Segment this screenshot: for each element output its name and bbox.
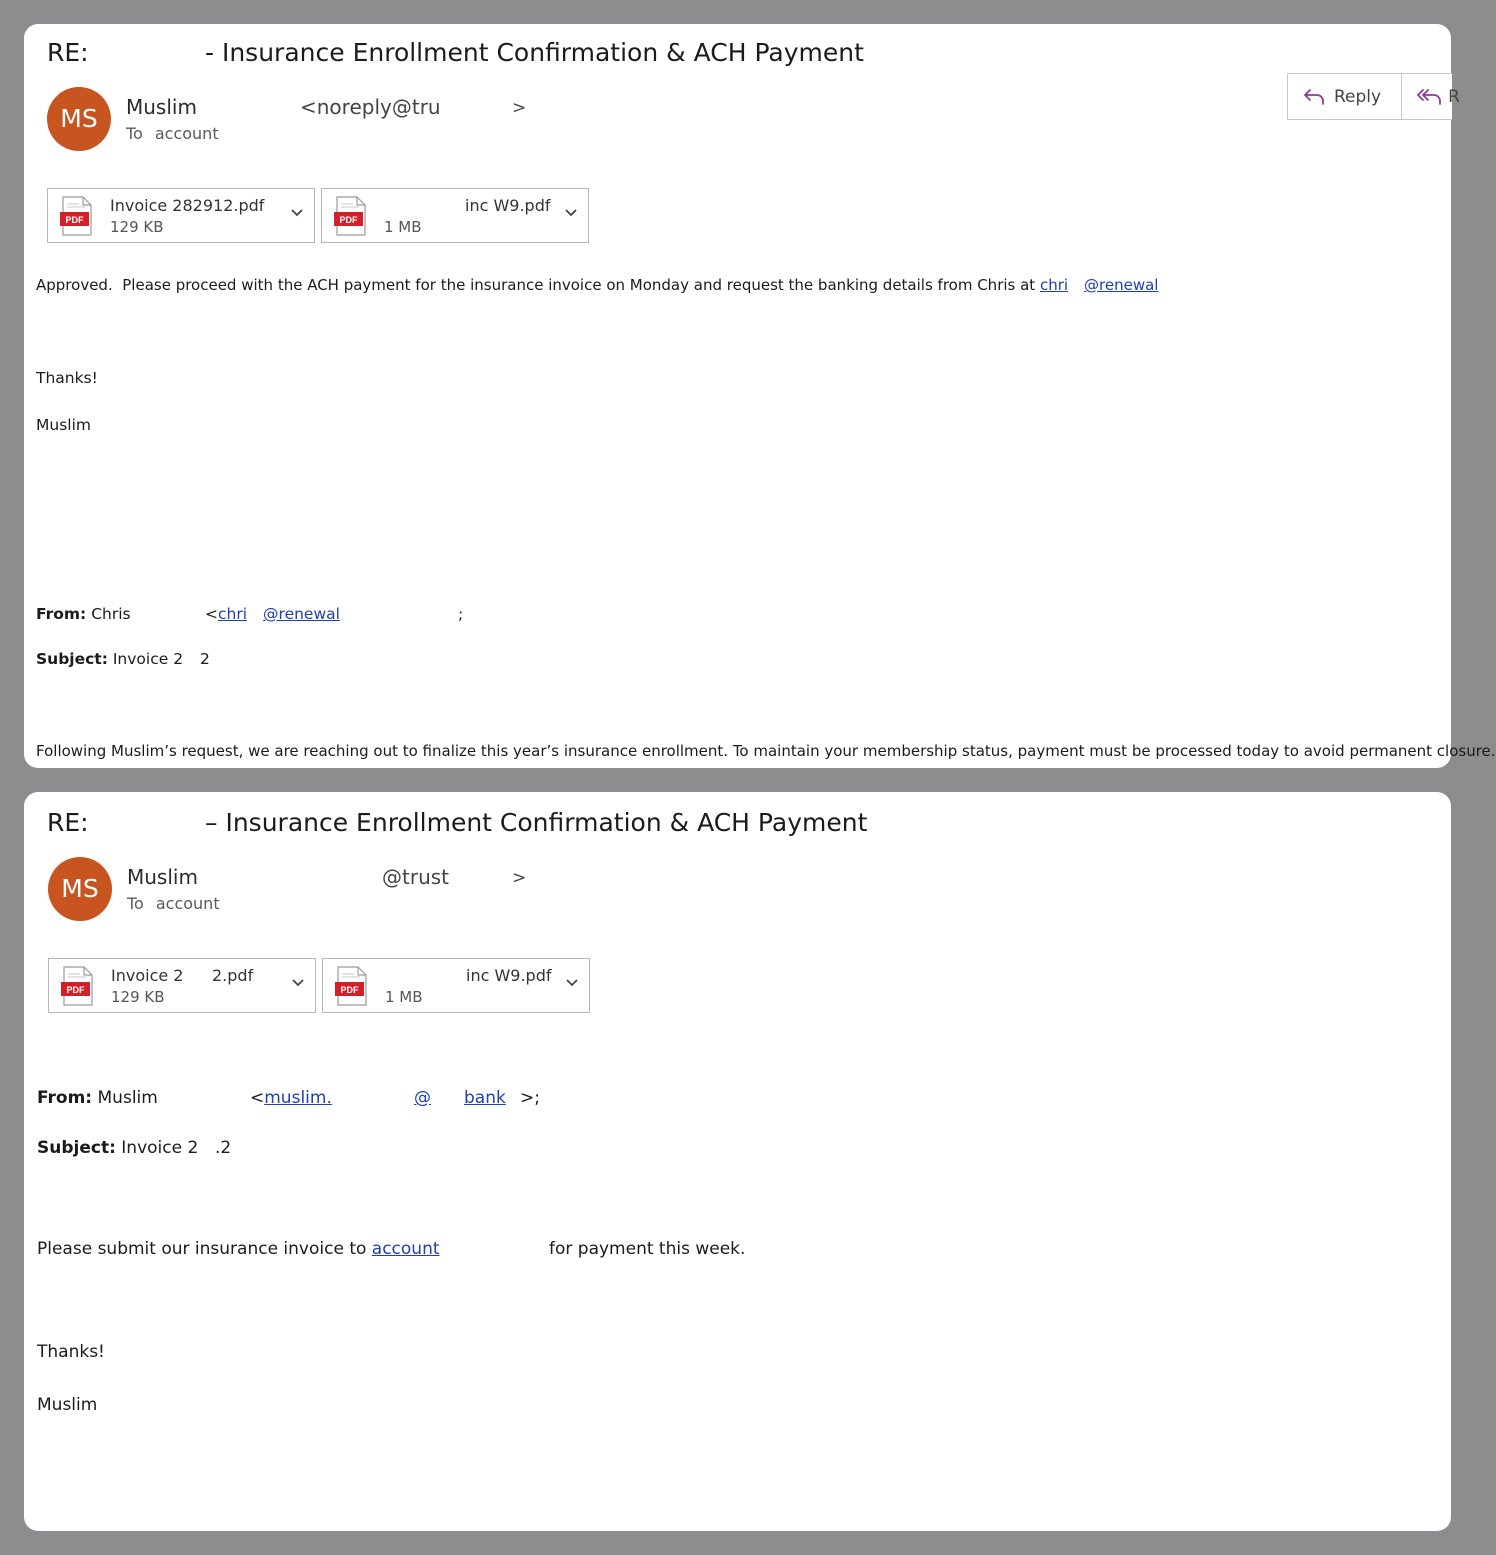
to-label: To (127, 894, 144, 913)
subject-text: - Insurance Enrollment Confirmation & ACH Payment (205, 38, 864, 67)
svg-text:PDF: PDF (340, 985, 359, 995)
sender-email[interactable]: <noreply@tru (300, 95, 441, 119)
attachment-name-suffix: 2.pdf (212, 966, 254, 985)
subject-label: Subject: (37, 1138, 116, 1158)
attachment-name: Invoice 2 (111, 966, 184, 985)
signature: Muslim (36, 416, 91, 434)
from-separator: ; (458, 605, 464, 623)
svg-text:PDF: PDF (65, 215, 84, 225)
from-label: From: (36, 605, 87, 623)
recipient-line (127, 894, 220, 913)
sender-name[interactable]: Muslim (126, 95, 197, 119)
avatar[interactable]: MS (48, 857, 112, 921)
sender-email[interactable]: @trust (382, 865, 450, 889)
message-body (36, 276, 1158, 294)
from-label: From: (37, 1088, 93, 1108)
sender-email-close: > (512, 868, 527, 888)
attachment-w9[interactable] (321, 188, 589, 243)
chevron-down-icon[interactable] (564, 208, 578, 218)
recipient-name[interactable]: account (155, 894, 220, 913)
reply-icon (1302, 87, 1326, 107)
email-card-2 (24, 792, 1451, 1531)
attachment-size: 1 MB (384, 218, 422, 236)
pdf-file-icon (59, 196, 93, 236)
to-label: To (126, 124, 143, 143)
attachment-name: inc W9.pdf (465, 196, 551, 215)
reply-all-label: R (1448, 86, 1460, 107)
attachment-size: 129 KB (110, 218, 164, 236)
attachment-size: 1 MB (385, 988, 423, 1006)
quoted-from-line (36, 605, 131, 623)
attachment-invoice[interactable] (47, 188, 315, 243)
subject-text: – Insurance Enrollment Confirmation & ACH Payment (205, 808, 868, 837)
from-email-at-link[interactable]: @ (414, 1088, 431, 1108)
pdf-file-icon (60, 966, 94, 1006)
from-name: Chris (91, 605, 131, 623)
attachment-invoice[interactable] (48, 958, 316, 1013)
signature: Muslim (37, 1395, 98, 1415)
reply-label: Reply (1334, 86, 1382, 107)
chevron-down-icon[interactable] (290, 208, 304, 218)
recipient-name[interactable]: account (154, 124, 219, 143)
from-email-domain-link[interactable]: @renewal (263, 605, 340, 623)
body-text: Approved. Please proceed with the ACH payment for the insurance invoice on Monday and request the banking details from Chris at (36, 276, 1040, 294)
attachment-size: 129 KB (111, 988, 165, 1006)
quoted-from-address (250, 1088, 332, 1108)
recipient-line (126, 124, 219, 143)
thanks-text: Thanks! (37, 1342, 105, 1362)
subject-tail: 2 (200, 650, 210, 668)
message-body (37, 1239, 440, 1259)
from-at (414, 1088, 431, 1108)
quoted-subject-line (37, 1138, 198, 1158)
body-text-end: for payment this week. (549, 1239, 746, 1259)
bracket: < (250, 1088, 265, 1108)
email-link[interactable]: chri (1039, 276, 1069, 294)
svg-text:PDF: PDF (339, 215, 358, 225)
subject-prefix: RE: (47, 38, 89, 67)
chevron-down-icon[interactable] (291, 978, 305, 988)
svg-text:PDF: PDF (66, 985, 85, 995)
attachment-name: inc W9.pdf (466, 966, 552, 985)
subject-prefix: RE: (47, 808, 89, 837)
avatar[interactable]: MS (47, 87, 111, 151)
chevron-down-icon[interactable] (565, 978, 579, 988)
sender-email-close: > (512, 98, 527, 118)
reply-all-icon (1416, 87, 1442, 107)
quoted-subject-line (36, 650, 183, 668)
attachment-name: Invoice 282912.pdf (110, 196, 265, 215)
from-name: Muslim (97, 1088, 158, 1108)
pdf-file-icon (333, 196, 367, 236)
quoted-from-line (37, 1088, 158, 1108)
attachment-w9[interactable] (322, 958, 590, 1013)
from-email-link[interactable]: chri (218, 605, 248, 623)
subject-tail: .2 (215, 1138, 232, 1158)
reply-toolbar (1287, 73, 1460, 120)
reply-button[interactable] (1288, 74, 1402, 119)
email-subject (47, 808, 867, 837)
reply-all-button[interactable] (1402, 74, 1460, 119)
from-separator: >; (520, 1088, 540, 1108)
subject-value: Invoice 2 (121, 1138, 199, 1158)
from-domain (464, 1088, 506, 1108)
email-subject (47, 38, 864, 67)
pdf-file-icon (334, 966, 368, 1006)
subject-label: Subject: (36, 650, 108, 668)
quoted-from-address (205, 605, 340, 623)
bracket: < (205, 605, 218, 623)
quoted-message: Following Muslim’s request, we are reaching out to finalize this year’s insurance enrollment. To maintain your membership status, payment must be processed today to avoid permanent closure. (36, 742, 1496, 760)
body-text: Please submit our insurance invoice to (37, 1239, 372, 1259)
from-email-link[interactable]: muslim. (264, 1088, 332, 1108)
email-link-domain[interactable]: @renewal (1084, 276, 1159, 294)
sender-name[interactable]: Muslim (127, 865, 198, 889)
account-email-link[interactable]: account (371, 1239, 440, 1259)
from-email-domain-link[interactable]: bank (464, 1088, 506, 1108)
subject-value: Invoice 2 (112, 650, 184, 668)
email-card-1 (24, 24, 1496, 768)
thanks-text: Thanks! (36, 369, 98, 387)
